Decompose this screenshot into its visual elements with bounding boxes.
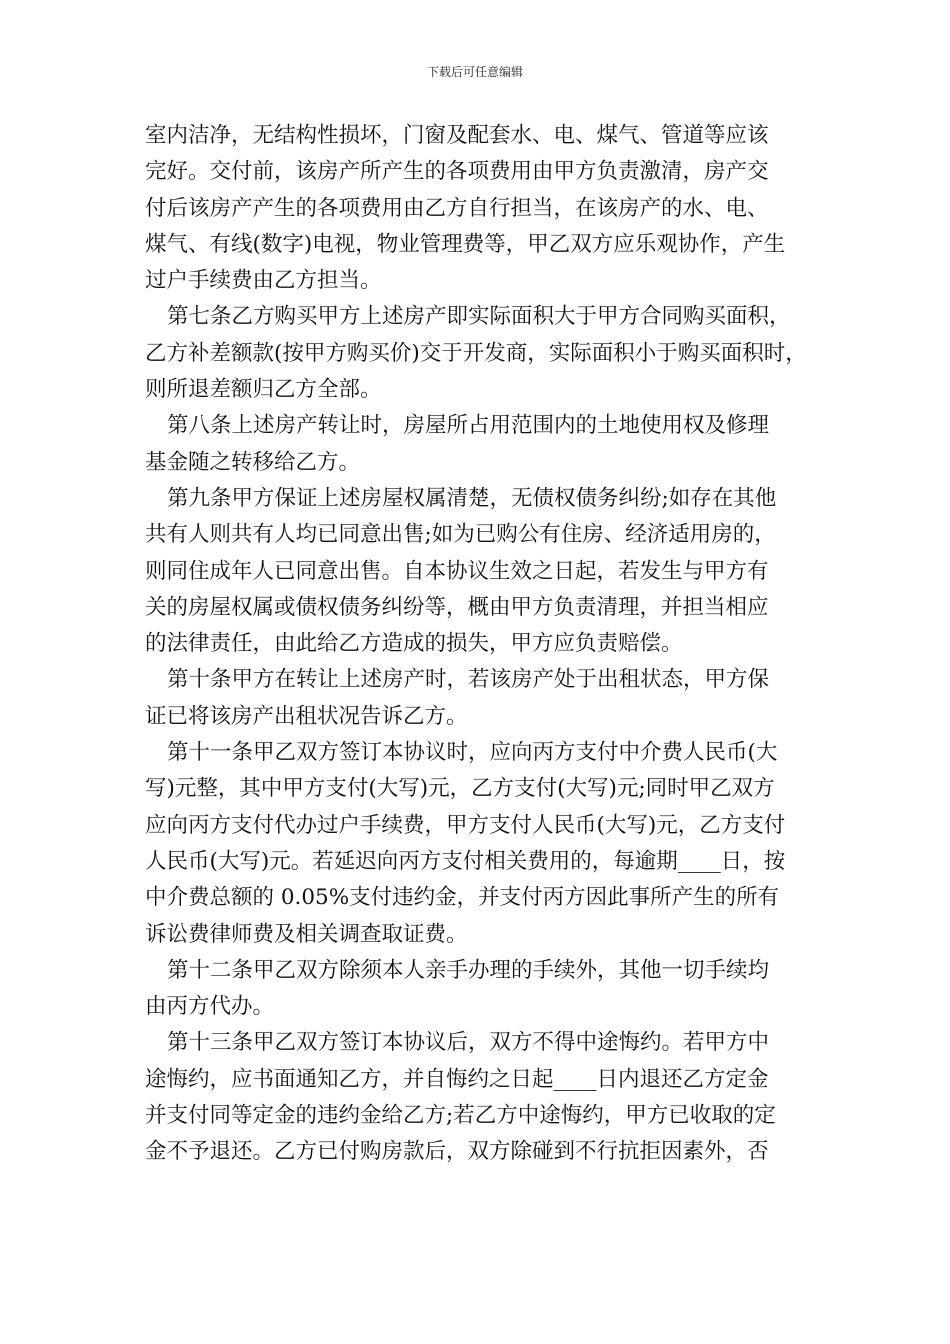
text-line: 金不予退还。乙方已付购房款后，双方除碰到不行抗拒因素外，否 <box>145 1139 769 1165</box>
text-line: 完好。交付前，该房产所产生的各项费用由甲方负责激清，房产交 <box>145 159 769 185</box>
text-line: 中介费总额的 0.05%支付违约金，并支付丙方因此事所产生的所有 <box>145 885 780 911</box>
text-line: 写)元整，其中甲方支付(大写)元，乙方支付(大写)元;同时甲乙双方 <box>145 776 775 802</box>
text-line: 人民币(大写)元。若延迟向丙方支付相关费用的，每逾期____日，按 <box>145 848 786 874</box>
text-line: 第十二条甲乙双方除须本人亲手办理的手续外，其他一切手续均 <box>167 957 770 983</box>
text-line: 诉讼费律师费及相关调查取证费。 <box>145 921 468 947</box>
text-line: 的法律责任，由此给乙方造成的损失，甲方应负责赔偿。 <box>145 631 683 657</box>
text-line: 付后该房产产生的各项费用由乙方自行担当，在该房产的水、电、 <box>145 195 769 221</box>
text-line: 基金随之转移给乙方。 <box>145 449 361 475</box>
paragraph-intro <box>145 118 817 299</box>
text-line: 乙方补差额款(按甲方购买价)交于开发商，实际面积小于购买面积时， <box>145 340 807 366</box>
text-line: 煤气、有线(数字)电视，物业管理费等，甲乙双方应乐观协作，产生 <box>145 231 786 257</box>
text-line: 过户手续费由乙方担当。 <box>145 268 382 294</box>
paragraph-article-11 <box>145 735 817 953</box>
paragraph-article-8 <box>145 408 817 481</box>
text-line: 共有人则共有人均已同意出售;如为已购公有住房、经济适用房的， <box>145 522 776 548</box>
text-line: 关的房屋权属或债权债务纠纷等，概由甲方负责清理，并担当相应 <box>145 594 769 620</box>
document-body <box>145 118 817 1171</box>
text-line: 应向丙方支付代办过户手续费，甲方支付人民币(大写)元，乙方支付 <box>145 812 786 838</box>
paragraph-article-9 <box>145 481 817 662</box>
text-line: 第七条乙方购买甲方上述房产即实际面积大于甲方合同购买面积， <box>167 304 791 330</box>
text-line: 第十一条甲乙双方签订本协议时，应向丙方支付中介费人民币(大 <box>167 740 778 766</box>
text-line: 第八条上述房产转让时，房屋所占用范围内的土地使用权及修理 <box>167 413 770 439</box>
paragraph-article-12 <box>145 953 817 1026</box>
text-line: 第十条甲方在转让上述房产时，若该房产处于出租状态，甲方保 <box>167 667 770 693</box>
text-line: 并支付同等定金的违约金给乙方;若乙方中途悔约，甲方已收取的定 <box>145 1103 776 1129</box>
text-line: 由丙方代办。 <box>145 994 275 1020</box>
paragraph-article-10 <box>145 662 817 735</box>
paragraph-article-13 <box>145 1025 817 1170</box>
text-line: 室内洁净，无结构性损坏，门窗及配套水、电、煤气、管道等应该 <box>145 123 769 148</box>
text-line: 则同住成年人已同意出售。自本协议生效之日起，若发生与甲方有 <box>145 558 769 584</box>
text-line: 则所退差额归乙方全部。 <box>145 377 382 403</box>
text-line: 途悔约，应书面通知乙方，并自悔约之日起____日内退还乙方定金 <box>145 1066 769 1092</box>
paragraph-article-7 <box>145 299 817 408</box>
text-line: 证已将该房产出租状况告诉乙方。 <box>145 703 468 729</box>
page-header: 下载后可任意编辑 <box>426 65 523 79</box>
text-line: 第九条甲方保证上述房屋权属清楚，无债权债务纠纷;如存在其他 <box>167 485 777 511</box>
text-line: 第十三条甲乙双方签订本协议后，双方不得中途悔约。若甲方中 <box>167 1030 770 1056</box>
